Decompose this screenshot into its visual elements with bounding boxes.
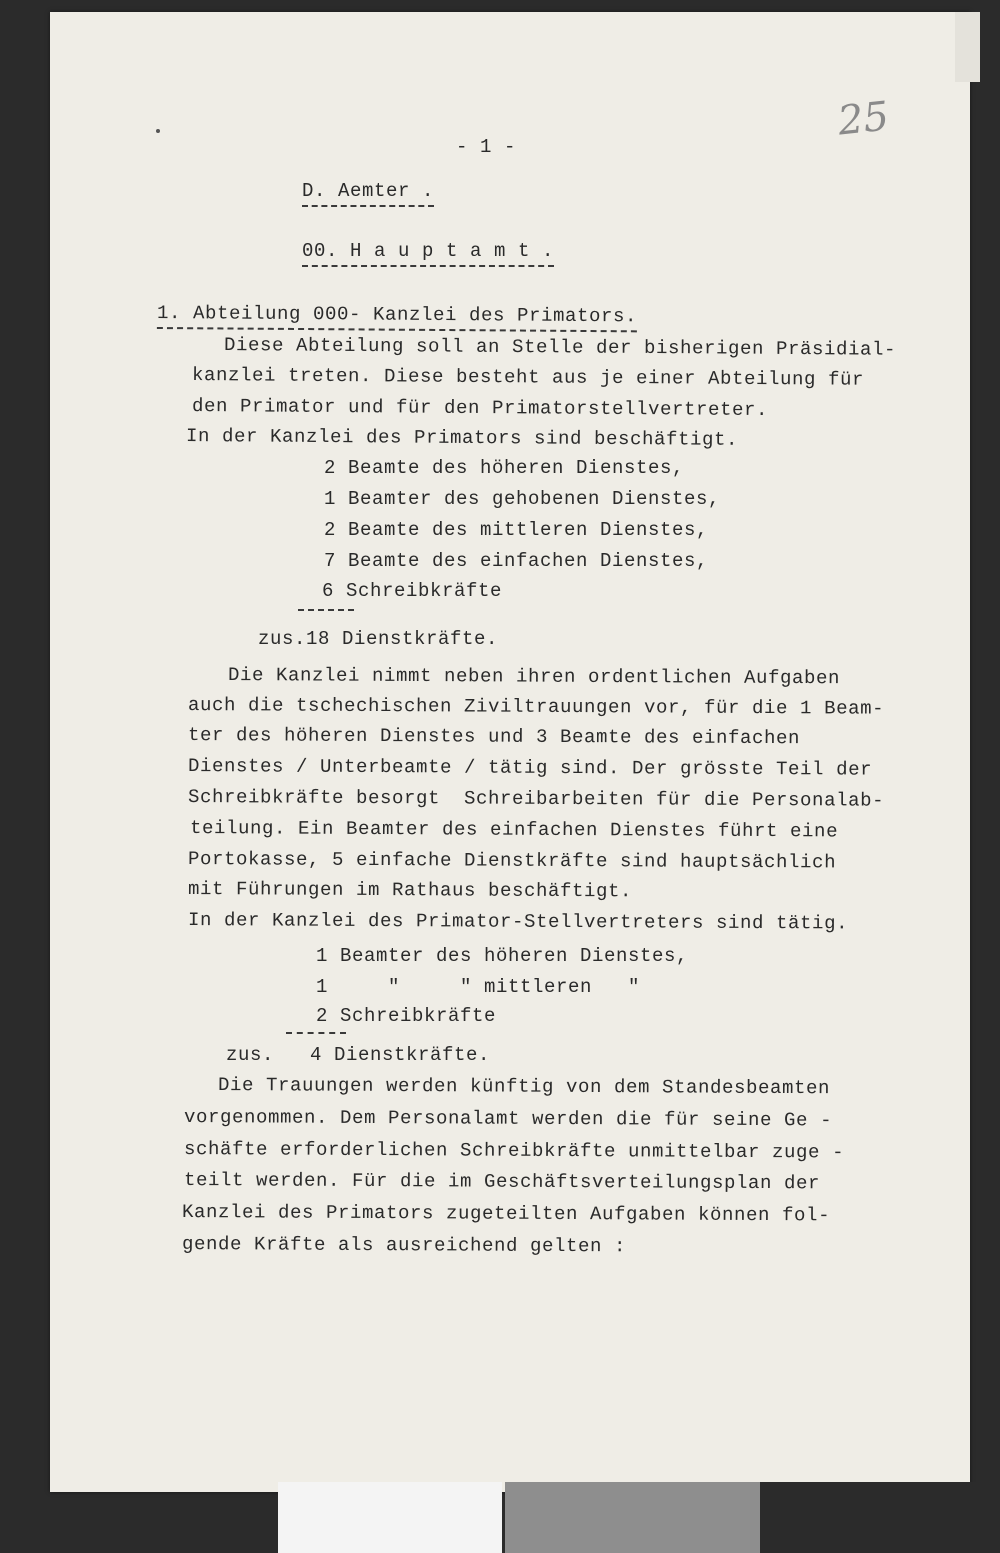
- staff-line-5: 6 Schreibkräfte: [322, 580, 503, 602]
- body-line-2: kanzlei treten. Diese besteht aus je einer Abteilung für: [191, 364, 865, 391]
- ink-dot: [156, 129, 160, 133]
- folded-corner: [955, 12, 980, 82]
- body-line-11: Portokasse, 5 einfache Dienstkräfte sind hauptsächlich: [187, 848, 837, 874]
- document-page: [50, 12, 970, 1492]
- calibration-strip-dark: [760, 1482, 1000, 1553]
- calibration-strip-white: [278, 1482, 502, 1553]
- body-line-13: In der Kanzlei des Primator-Stellvertreters sind tätig.: [187, 909, 849, 935]
- staff-line-3: 2 Beamte des mittleren Dienstes,: [324, 519, 709, 541]
- body-line-3: den Primator und für den Primatorstellvertreter.: [191, 395, 769, 422]
- body-line-17: teilt werden. Für die im Geschäftsverteilungsplan der: [183, 1169, 821, 1195]
- page-number: - 1 -: [456, 136, 517, 158]
- body-line-1: Diese Abteilung soll an Stelle der bisherigen Präsidial-: [223, 334, 897, 361]
- heading-aemter: D. Aemter .: [302, 180, 434, 202]
- body-line-10: teilung. Ein Beamter des einfachen Dienstes führt eine: [189, 817, 839, 843]
- body-line-9: Schreibkräfte besorgt Schreibarbeiten für die Personalab-: [187, 786, 885, 812]
- sum-divider: [298, 609, 354, 611]
- staff2-line-1: 1 Beamter des höheren Dienstes,: [316, 945, 689, 967]
- body-line-15: vorgenommen. Dem Personalamt werden die für seine Ge -: [183, 1106, 833, 1132]
- staff-line-1: 2 Beamte des höheren Dienstes,: [324, 457, 685, 479]
- staff2-total: zus. 4 Dienstkräfte.: [226, 1044, 491, 1066]
- section-title: 1. Abteilung 000- Kanzlei des Primators.: [157, 302, 637, 327]
- body-line-4: In der Kanzlei des Primators sind beschäftigt.: [185, 425, 739, 451]
- body-line-5: Die Kanzlei nimmt neben ihren ordentlichen Aufgaben: [227, 664, 841, 690]
- calibration-strip-gray: [505, 1482, 760, 1553]
- sum-divider-2: [286, 1032, 346, 1034]
- body-line-8: Dienstes / Unterbeamte / tätig sind. Der grösste Teil der: [187, 755, 873, 781]
- body-line-6: auch die tschechischen Ziviltrauungen vor, für die 1 Beam-: [187, 694, 885, 720]
- heading-hauptamt: 00. H a u p t a m t .: [302, 240, 554, 262]
- body-line-16: schäfte erforderlichen Schreibkräfte unmittelbar zuge -: [183, 1138, 845, 1164]
- staff-line-4: 7 Beamte des einfachen Dienstes,: [324, 550, 709, 572]
- staff-line-2: 1 Beamter des gehobenen Dienstes,: [324, 488, 721, 510]
- body-line-19: gende Kräfte als ausreichend gelten :: [181, 1233, 627, 1258]
- staff-total: zus.18 Dienstkräfte.: [258, 628, 499, 650]
- staff2-line-3: 2 Schreibkräfte: [316, 1005, 497, 1027]
- handwritten-folio-number: 25: [835, 93, 892, 145]
- body-line-18: Kanzlei des Primators zugeteilten Aufgaben können fol-: [181, 1201, 831, 1227]
- body-line-7: ter des höheren Dienstes und 3 Beamte des einfachen: [187, 724, 801, 750]
- body-line-14: Die Trauungen werden künftig von dem Standesbeamten: [217, 1074, 831, 1100]
- body-line-12: mit Führungen im Rathaus beschäftigt.: [187, 878, 633, 903]
- staff2-line-2: 1 " " mittleren ": [316, 976, 641, 998]
